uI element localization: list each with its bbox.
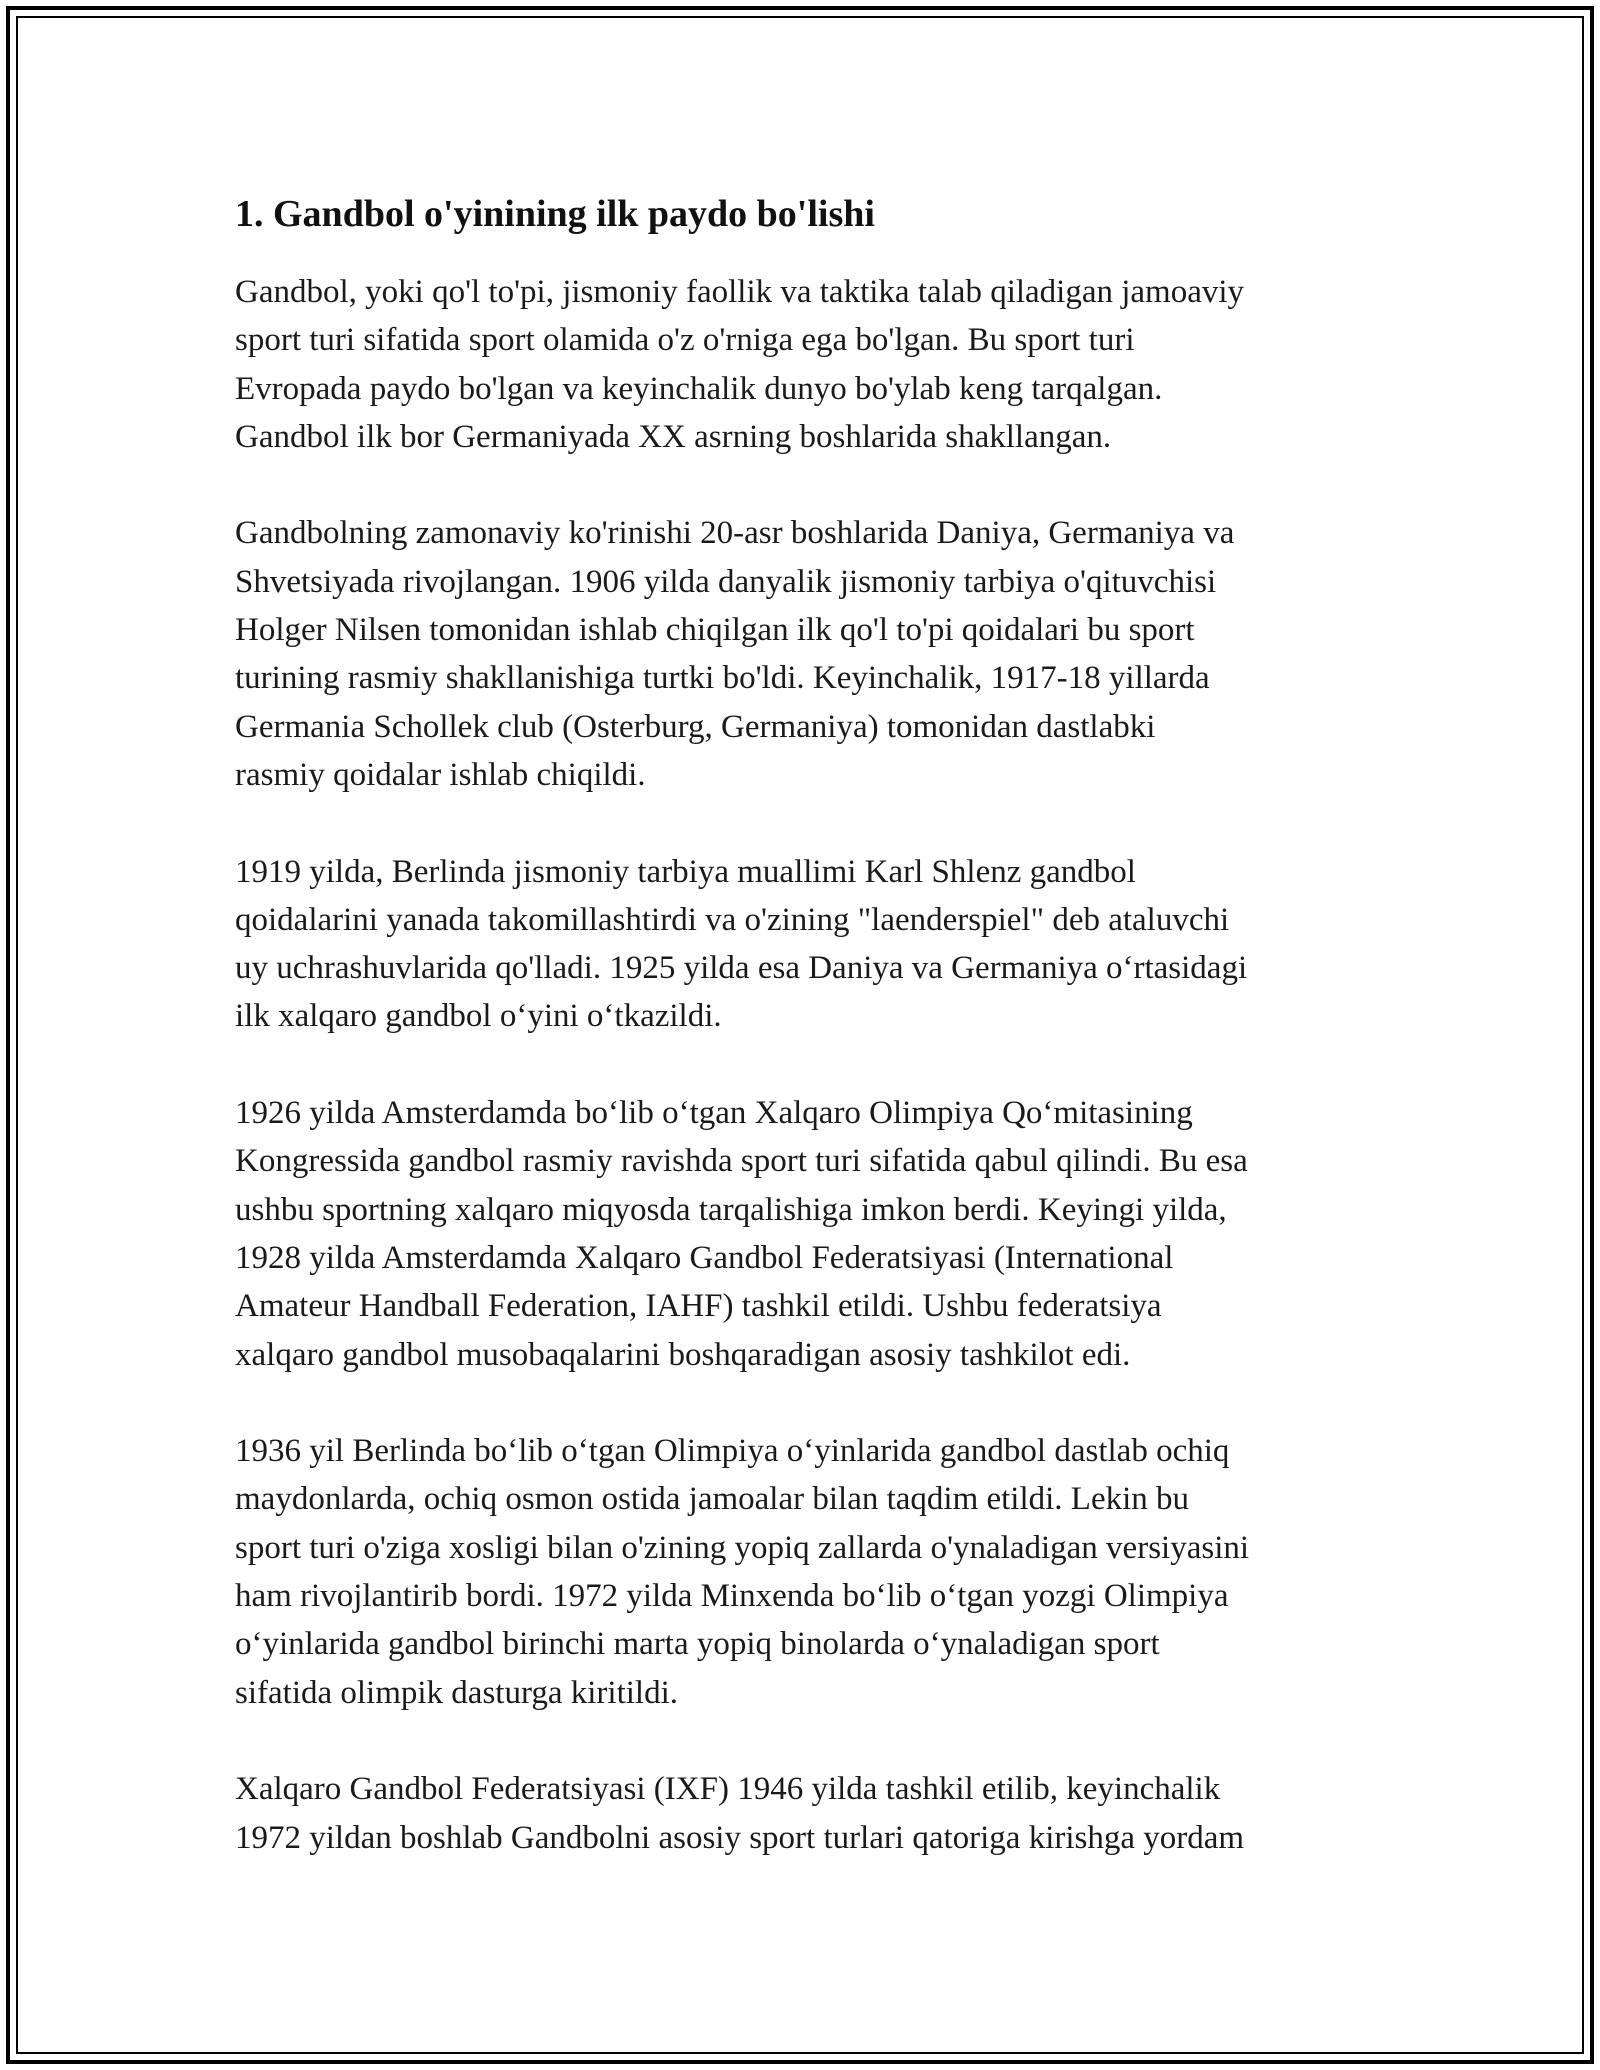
paragraph-modern-form: Gandbolning zamonaviy ko'rinishi 20-asr boshlarida Daniya, Germaniya va Shvetsiyada rivojlangan. 1906 yilda danyalik jismoniy tarbiya o'qituvchisi Holger Nilsen tomonidan ishlab chiqilgan ilk qo'l to'pi qoidalari bu sport turining rasmiy shakllanishiga turtki bo'ldi. Keyinchalik, 1917-18 yillarda Germania Schollek club (Osterburg, Germaniya) tomonidan dastlabki rasmiy qoidalar ishlab chiqildi. xyxy=(235,515,1235,793)
section-heading: 1. Gandbol o'yinining ilk paydo bo'lishi xyxy=(235,193,875,235)
paragraph-1936-olympics: 1936 yil Berlinda bo‘lib o‘tgan Olimpiya o‘yinlarida gandbol dastlab ochiq maydonlarda, ochiq osmon ostida jamoalar bilan taqdim etildi. Lekin bu sport turi o'ziga xosligi bilan o'zining yopiq zallarda o'ynaladigan versiyasini ham rivojlantirib bordi. 1972 yilda Minxenda bo‘lib o‘tgan yozgi Olimpiya o‘yinlarida gandbol birinchi marta yopiq binolarda o‘ynaladigan sport sifatida olimpik dasturga kiritildi. xyxy=(235,1433,1250,1711)
paragraph-origin: Gandbol, yoki qo'l to'pi, jismoniy faollik va taktika talab qiladigan jamoaviy sport turi sifatida sport olamida o'z o'rniga ega bo'lgan. Bu sport turi Evropada paydo bo'lgan va keyinchalik dunyo bo'ylab keng tarqalgan. Gandbol ilk bor Germaniyada XX asrning boshlarida shakllangan. xyxy=(235,274,1245,455)
document-body xyxy=(235,188,1367,1910)
paragraph-1926-congress: 1926 yilda Amsterdamda bo‘lib o‘tgan Xalqaro Olimpiya Qo‘mitasining Kongressida gandbol rasmiy ravishda sport turi sifatida qabul qilindi. Bu esa ushbu sportning xalqaro miqyosda tarqalishiga imkon berdi. Keyingi yilda, 1928 yilda Amsterdamda Xalqaro Gandbol Federatsiyasi (International Amateur Handball Federation, IAHF) tashkil etildi. Ushbu federatsiya xalqaro gandbol musobaqalarini boshqaradigan asosiy tashkilot edi. xyxy=(235,1095,1248,1373)
paragraph-ixf-federation: Xalqaro Gandbol Federatsiyasi (IXF) 1946 yilda tashkil etilib, keyinchalik 1972 yildan boshlab Gandbolni asosiy sport turlari qatoriga kirishga yordam xyxy=(235,1771,1245,1856)
paragraph-1919-rules: 1919 yilda, Berlinda jismoniy tarbiya muallimi Karl Shlenz gandbol qoidalarini yanada takomillashtirdi va o'zining "laenderspiel" deb ataluvchi uy uchrashuvlarida qo'lladi. 1925 yilda esa Daniya va Germaniya o‘rtasidagi ilk xalqaro gandbol o‘yini o‘tkazildi. xyxy=(235,853,1248,1035)
